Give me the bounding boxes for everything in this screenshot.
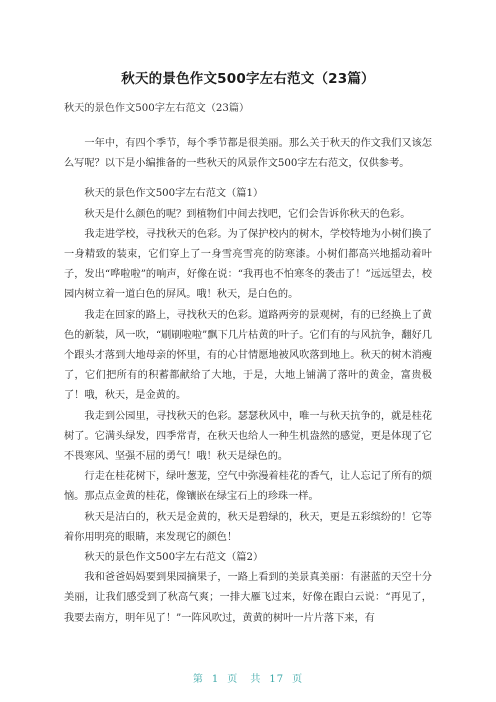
page-unit: 页 xyxy=(227,674,239,685)
body-paragraph: 我和爸爸妈妈要到果园摘果子，一路上看到的美景真美丽：有湛蓝的天空十分美丽，让我们感受到了秋高气爽；一排大雁飞过来，好像在跟白云说：“再见了，我要去南方，明年见了！”一阵风吹过，黄黄的树叶一片片落下来，有 xyxy=(64,572,432,624)
document-body xyxy=(64,124,432,629)
section-heading-1: 秋天的景色作文500字左右范文（篇1） xyxy=(84,188,264,200)
total-pages-number: 17 xyxy=(269,674,285,685)
page-footer xyxy=(0,670,496,685)
current-page-number: 1 xyxy=(211,674,220,685)
body-paragraph: 秋天是什么颜色的呢？到植物们中间去找吧，它们会告诉你秋天的色彩。 xyxy=(84,208,411,220)
body-paragraph: 我走到公园里，寻找秋天的色彩。瑟瑟秋风中，唯一与秋天抗争的，就是桂花树了。它满头绿发，四季常青，在秋天也给人一种生机盎然的感觉，更是体现了它不畏寒风、坚强不屈的勇气！哦！秋天是绿色的。 xyxy=(64,410,432,463)
section-heading-2: 秋天的景色作文500字左右范文（篇2） xyxy=(84,552,264,564)
body-paragraph: 秋天是洁白的，秋天是金黄的，秋天是碧绿的，秋天，更是五彩缤纷的！它等着你用明亮的眼睛，来发现它的颜色！ xyxy=(64,511,432,543)
document-title: 秋天的景色作文500字左右范文（23篇） xyxy=(121,71,375,87)
intro-paragraph: 一年中，有四个季节，每个季节都是很美丽。那么关于秋天的作文我们又该怎么写呢？以下是小编推备的一些秋天的风景作文500字左右范文，仅供参考。 xyxy=(64,138,432,170)
total-word: 共 xyxy=(250,674,262,685)
total-unit: 页 xyxy=(292,674,304,685)
body-paragraph: 我走进学校，寻找秋天的色彩。为了保护校内的树木，学校特地为小树们换了一身精致的装束，它们穿上了一身雪亮雪亮的防寒漆。小树们都高兴地摇动着叶子，发出“哗啦啦”的响声，好像在说：“我再也不怕寒冬的袭击了！”远远望去，校园内树立着一道白色的屏风。哦！秋天，是白色的。 xyxy=(64,228,432,301)
body-paragraph: 我走在回家的路上，寻找秋天的色彩。道路两旁的景观树，有的已经换上了黄色的新装，风一吹，“刷刷啦啦”飘下几片枯黄的叶子。它们有的与风抗争，翻好几个跟头才落到大地母亲的怀里，有的心甘情愿地被风吹落到地上。秋天的树木消瘦了，它们把所有的积蓄都献给了大地，于是，大地上铺满了落叶的黄金，富贵极了！哦，秋天，是金黄的。 xyxy=(64,309,432,402)
page-word: 第 xyxy=(192,674,204,685)
body-paragraph: 行走在桂花树下，绿叶葱茏，空气中弥漫着桂花的香气，让人忘记了所有的烦恼。那点点金黄的桂花，像镶嵌在绿宝石上的珍珠一样。 xyxy=(64,471,432,503)
document-subtitle: 秋天的景色作文500字左右范文（23篇） xyxy=(64,103,250,114)
